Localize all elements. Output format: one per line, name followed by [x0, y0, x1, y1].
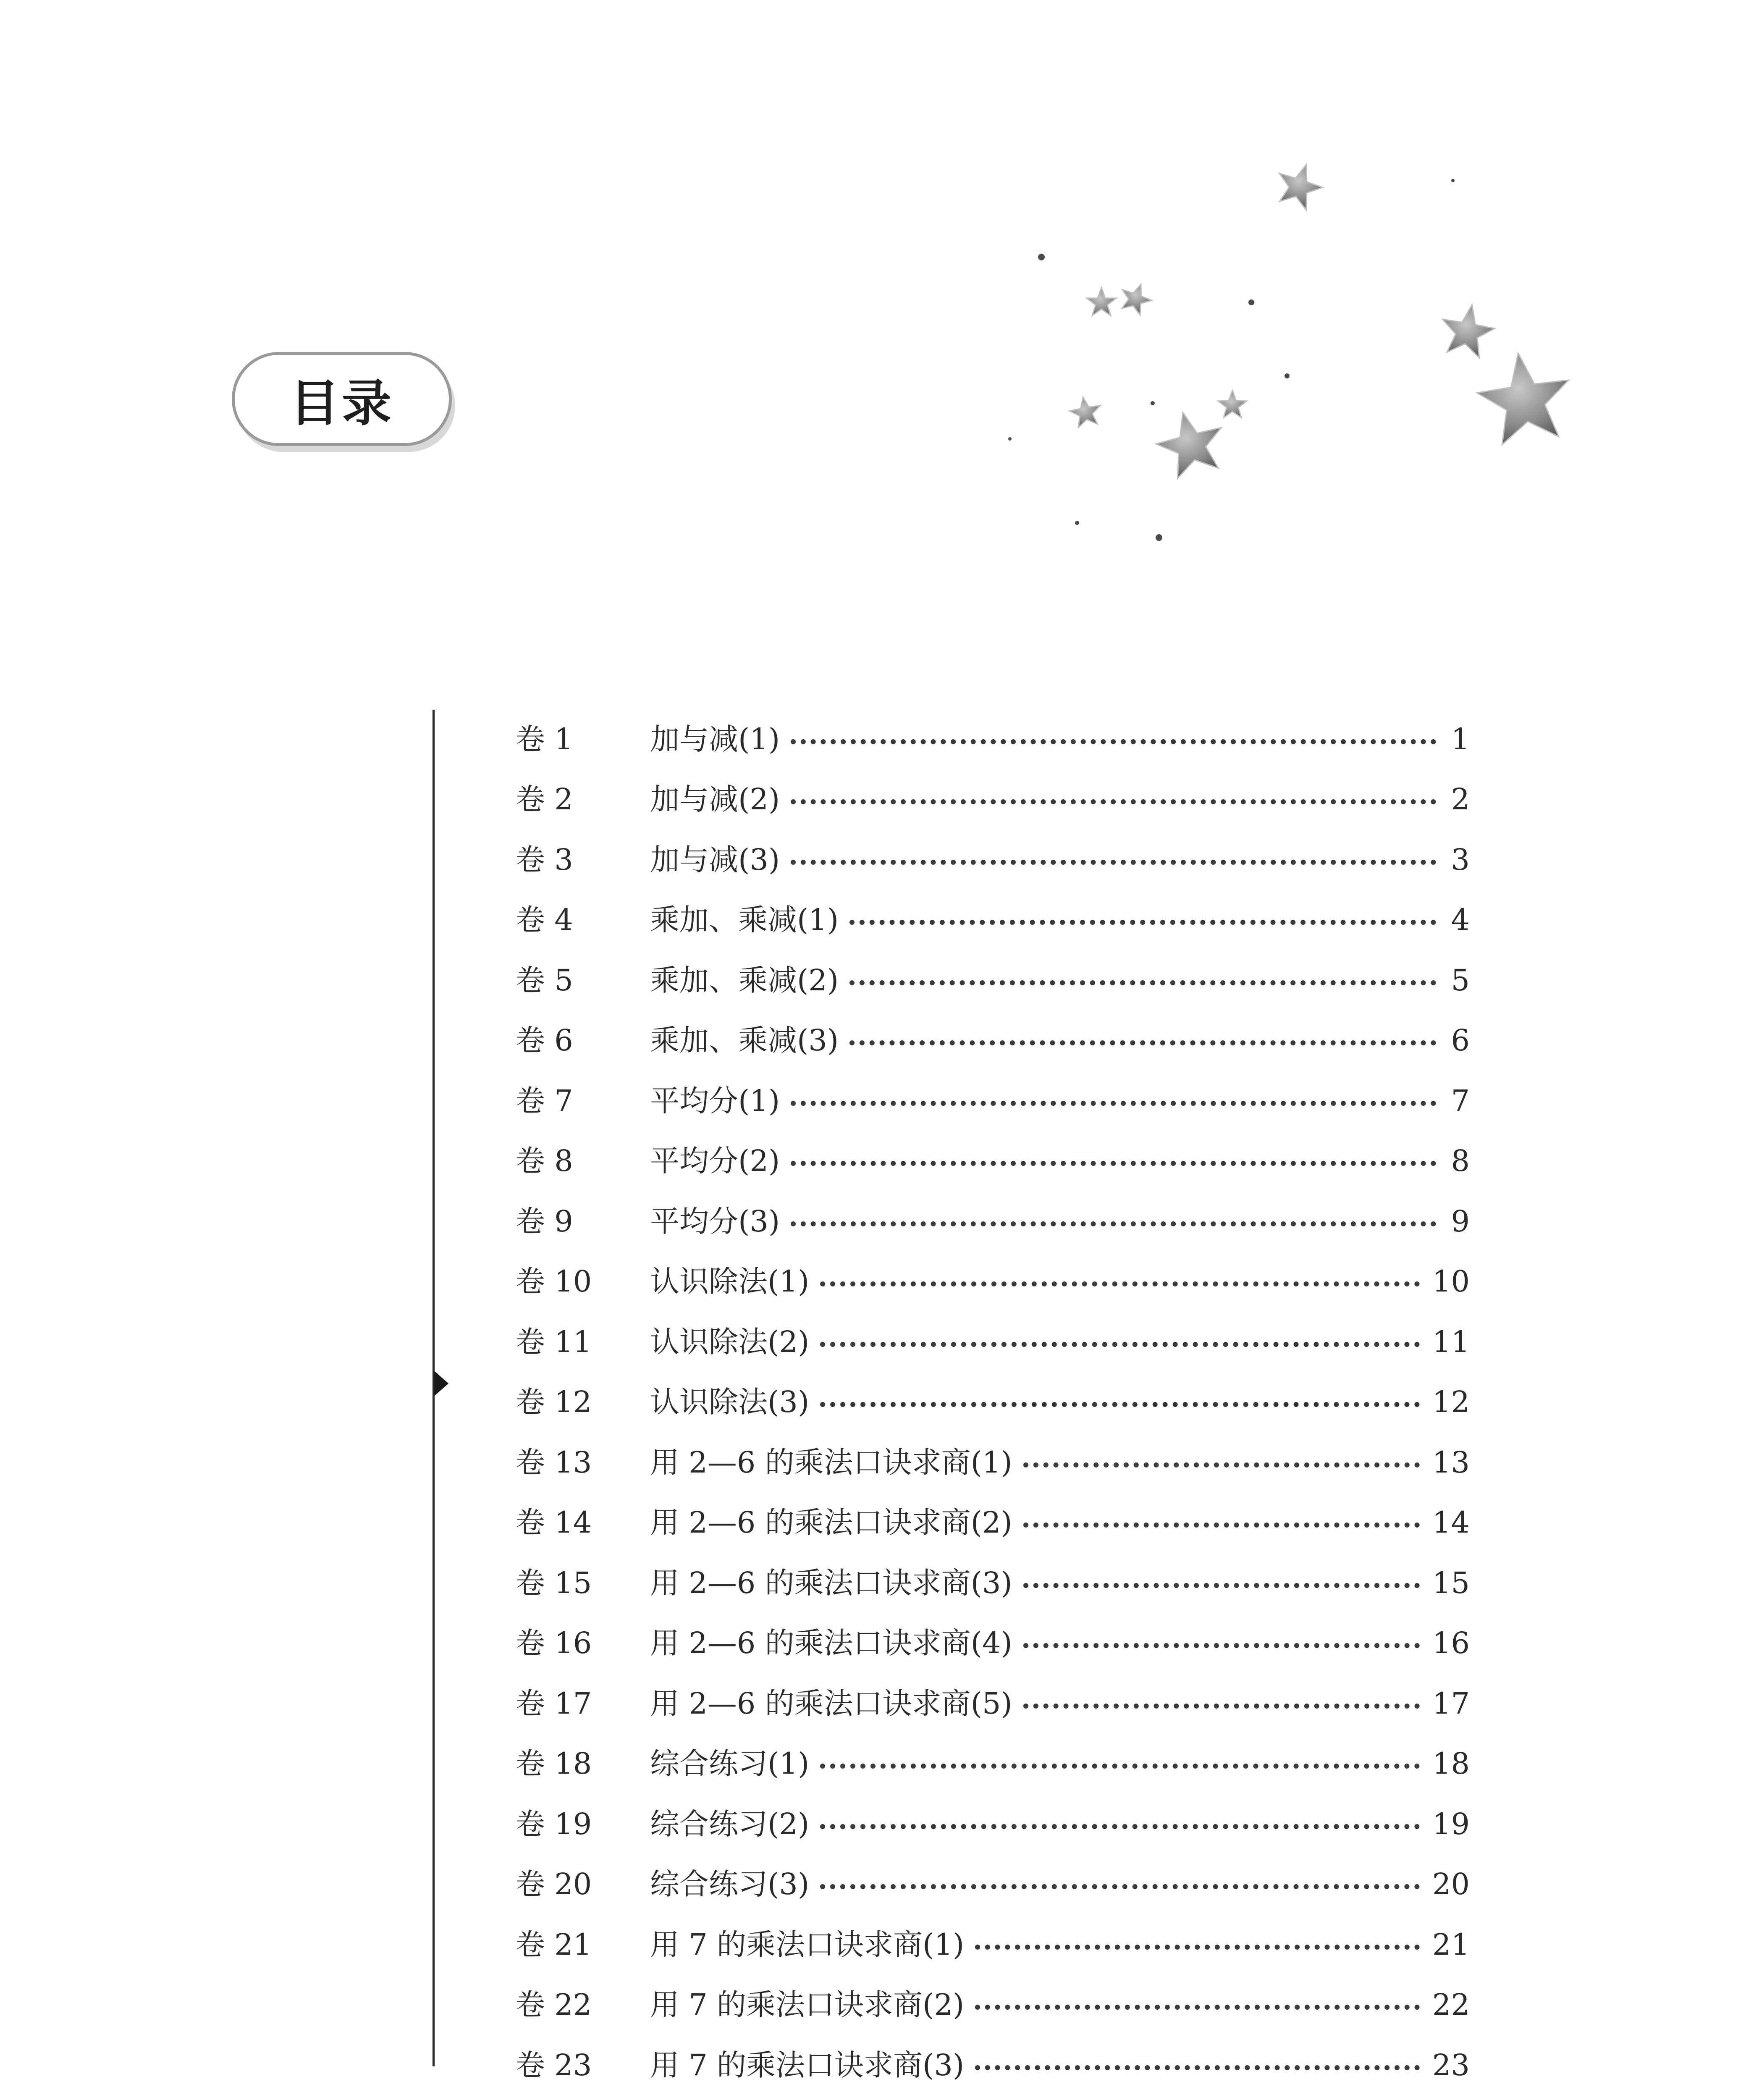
toc-page-number: 17	[1432, 1686, 1470, 1721]
triangle-marker-icon	[434, 1371, 448, 1396]
star-cluster-icon	[915, 134, 1629, 575]
toc-page-number: 21	[1432, 1927, 1470, 1962]
toc-row[interactable]	[516, 1372, 1470, 1433]
toc-label: 卷 19	[516, 1806, 592, 1841]
toc-row[interactable]	[516, 1312, 1470, 1372]
toc-row[interactable]	[516, 1734, 1470, 1794]
dot-icon	[1038, 254, 1045, 260]
toc-label: 卷 4	[516, 903, 573, 937]
toc-label: 卷 18	[516, 1746, 592, 1781]
toc-page-number: 20	[1432, 1867, 1470, 1902]
dot-icon	[1285, 373, 1290, 378]
toc-title: 综合练习(1)	[650, 1746, 810, 1781]
dot-icon	[1248, 299, 1254, 305]
dot-icon	[1151, 401, 1155, 405]
star-icon	[1218, 391, 1247, 417]
toc-label: 卷 22	[516, 1987, 592, 2022]
toc-title: 加与减(2)	[650, 782, 780, 817]
toc-label: 卷 11	[516, 1324, 592, 1359]
toc-label: 卷 5	[516, 963, 573, 998]
toc-title: 用 7 的乘法口诀求商(2)	[650, 1987, 965, 2022]
dot-leader	[791, 1101, 1436, 1106]
toc-row[interactable]	[516, 950, 1470, 1011]
toc-page-number: 14	[1432, 1505, 1470, 1540]
toc-row[interactable]	[516, 2035, 1470, 2095]
toc-label: 卷 17	[516, 1686, 592, 1721]
toc-label: 卷 3	[516, 842, 573, 877]
table-of-contents	[516, 709, 1470, 2095]
star-icon	[1472, 347, 1576, 447]
toc-title: 综合练习(2)	[650, 1806, 810, 1841]
dot-leader	[1023, 1643, 1420, 1648]
dot-icon	[1451, 179, 1455, 182]
toc-title: 用 2—6 的乘法口诀求商(4)	[650, 1626, 1012, 1661]
toc-title: 加与减(1)	[650, 722, 780, 756]
toc-title: 综合练习(3)	[650, 1867, 810, 1902]
dot-leader	[820, 1402, 1420, 1407]
toc-page-number: 12	[1432, 1385, 1470, 1420]
toc-row[interactable]	[516, 1252, 1470, 1312]
toc-page-number: 6	[1451, 1023, 1470, 1058]
toc-title: 用 7 的乘法口诀求商(1)	[650, 1927, 965, 1962]
dot-icon	[1156, 534, 1162, 541]
dot-icon	[1008, 437, 1012, 441]
dot-leader	[849, 980, 1436, 985]
dot-leader	[791, 739, 1436, 744]
toc-row[interactable]	[516, 830, 1470, 890]
toc-label: 卷 15	[516, 1565, 592, 1600]
dot-leader	[791, 799, 1436, 804]
dot-leader	[1023, 1704, 1420, 1709]
toc-title: 用 2—6 的乘法口诀求商(1)	[650, 1445, 1012, 1480]
dot-leader	[820, 1281, 1420, 1286]
star-icon	[1271, 158, 1328, 213]
toc-row[interactable]	[516, 1493, 1470, 1553]
toc-row[interactable]	[516, 890, 1470, 950]
toc-page-number: 9	[1451, 1204, 1470, 1239]
toc-label: 卷 8	[516, 1144, 573, 1179]
toc-title: 用 7 的乘法口诀求商(3)	[650, 2048, 965, 2082]
dot-leader	[975, 2005, 1420, 2010]
toc-title: 乘加、乘减(1)	[650, 903, 839, 937]
toc-title: 用 2—6 的乘法口诀求商(3)	[650, 1565, 1012, 1600]
star-icon	[1150, 404, 1230, 481]
dot-leader	[791, 860, 1436, 865]
dot-leader	[1023, 1462, 1420, 1467]
toc-row[interactable]	[516, 709, 1470, 769]
toc-page-number: 18	[1432, 1746, 1470, 1781]
toc-row[interactable]	[516, 769, 1470, 830]
toc-page-number: 8	[1451, 1144, 1470, 1179]
toc-title: 用 2—6 的乘法口诀求商(2)	[650, 1505, 1012, 1540]
toc-label: 卷 1	[516, 722, 573, 756]
toc-page-number: 13	[1432, 1445, 1470, 1480]
toc-page-number: 15	[1432, 1565, 1470, 1600]
toc-title: 乘加、乘减(3)	[650, 1023, 839, 1058]
toc-row[interactable]	[516, 1854, 1470, 1915]
toc-label: 卷 16	[516, 1626, 592, 1661]
dot-leader	[1023, 1583, 1420, 1588]
toc-label: 卷 20	[516, 1867, 592, 1902]
toc-page-number: 2	[1451, 782, 1470, 817]
toc-page-number: 16	[1432, 1626, 1470, 1661]
toc-label: 卷 21	[516, 1927, 592, 1962]
dot-leader	[820, 1342, 1420, 1347]
star-icon	[1087, 288, 1116, 315]
toc-row[interactable]	[516, 1613, 1470, 1674]
star-icon	[1117, 279, 1156, 317]
dot-leader	[975, 1945, 1420, 1950]
star-icon	[1437, 300, 1498, 360]
toc-title: 平均分(1)	[650, 1083, 780, 1118]
toc-row[interactable]	[516, 1794, 1470, 1854]
toc-title: 平均分(2)	[650, 1144, 780, 1179]
toc-row[interactable]	[516, 1071, 1470, 1131]
toc-row[interactable]	[516, 1191, 1470, 1252]
star-icon	[1067, 394, 1103, 428]
toc-page-number: 11	[1432, 1324, 1470, 1359]
dot-leader	[820, 1824, 1420, 1829]
dot-leader	[791, 1221, 1436, 1226]
dot-leader	[791, 1161, 1436, 1166]
toc-label: 卷 2	[516, 782, 573, 817]
toc-label: 卷 12	[516, 1385, 592, 1420]
toc-title: 认识除法(1)	[650, 1264, 810, 1299]
toc-page-number: 19	[1432, 1806, 1470, 1841]
toc-label: 卷 13	[516, 1445, 592, 1480]
toc-label: 卷 23	[516, 2048, 592, 2082]
toc-page-number: 1	[1451, 722, 1470, 756]
page-title: 目录	[289, 374, 394, 432]
toc-page-number: 7	[1451, 1083, 1470, 1118]
toc-page-number: 4	[1451, 903, 1470, 937]
toc-page-number: 22	[1432, 1987, 1470, 2022]
toc-title: 认识除法(2)	[650, 1324, 810, 1359]
dot-icon	[1075, 521, 1079, 525]
toc-row[interactable]	[516, 1975, 1470, 2035]
toc-title: 认识除法(3)	[650, 1385, 810, 1420]
dot-leader	[975, 2065, 1420, 2070]
toc-row[interactable]	[516, 1673, 1470, 1734]
toc-label: 卷 9	[516, 1204, 573, 1239]
toc-title: 加与减(3)	[650, 842, 780, 877]
toc-row[interactable]	[516, 1553, 1470, 1613]
toc-title: 乘加、乘减(2)	[650, 963, 839, 998]
toc-page-number: 10	[1432, 1264, 1470, 1299]
toc-row[interactable]	[516, 1432, 1470, 1493]
toc-label: 卷 7	[516, 1083, 573, 1118]
toc-label: 卷 14	[516, 1505, 592, 1540]
toc-row[interactable]	[516, 1914, 1470, 1975]
dot-leader	[849, 1040, 1436, 1045]
dot-leader	[1023, 1522, 1420, 1528]
toc-page-number: 3	[1451, 842, 1470, 877]
toc-title: 用 2—6 的乘法口诀求商(5)	[650, 1686, 1012, 1721]
toc-label: 卷 10	[516, 1264, 592, 1299]
toc-label: 卷 6	[516, 1023, 573, 1058]
toc-title: 平均分(3)	[650, 1204, 780, 1239]
toc-row[interactable]	[516, 1011, 1470, 1071]
toc-page-number: 5	[1451, 963, 1470, 998]
toc-heading-pill	[232, 352, 452, 446]
dot-leader	[820, 1764, 1420, 1769]
toc-row[interactable]	[516, 1131, 1470, 1192]
toc-page-number: 23	[1432, 2048, 1470, 2082]
dot-leader	[849, 920, 1436, 925]
dot-leader	[820, 1884, 1420, 1889]
